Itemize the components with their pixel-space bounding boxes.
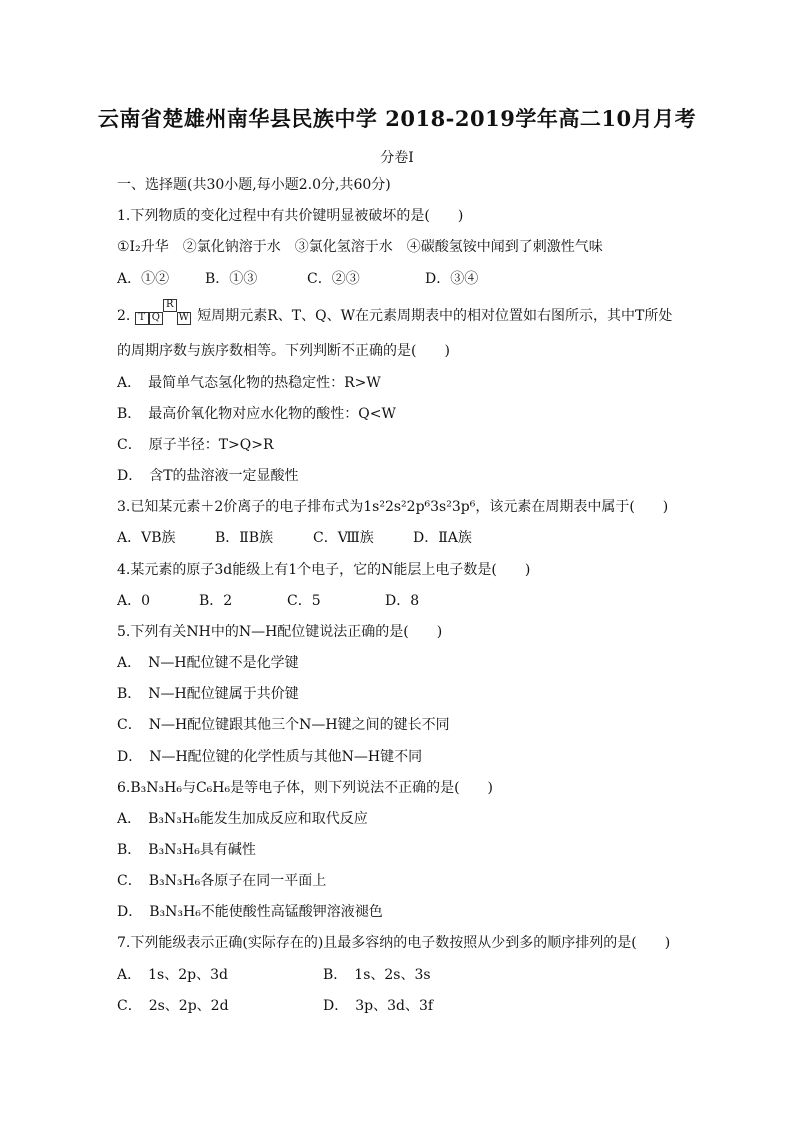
q4-stem: 4.某元素的原子3d能级上有1个电子，它的N能层上电子数是( ): [117, 562, 531, 578]
q7-option-c: C． 2s、2p、2d: [117, 998, 229, 1014]
q7-stem: 7.下列能级表示正确(实际存在的)且最多容纳的电子数按照从少到多的顺序排列的是( ): [117, 935, 671, 951]
q1-items: ①I₂升华 ②氯化钠溶于水 ③氯化氢溶于水 ④碳酸氢铵中闻到了刺激性气味: [117, 239, 603, 255]
q5-stem: 5.下列有关NH中的N—H配位键说法正确的是( ): [117, 624, 443, 640]
q6-option-a: A． B₃N₃H₆能发生加成反应和取代反应: [117, 811, 368, 827]
section-heading: 一、选择题(共30小题,每小题2.0分,共60分): [117, 177, 391, 193]
q4-option-b: B．2: [199, 593, 233, 609]
q2-option-d: D． 含T的盐溶液一定显酸性: [117, 468, 299, 484]
q7-option-b: B． 1s、2s、3s: [323, 967, 431, 983]
page-title: 云南省楚雄州南华县民族中学 2018-2019学年高二10月月考: [97, 106, 697, 131]
q1-option-d: D．③④: [425, 271, 479, 287]
q6-option-d: D． B₃N₃H₆不能使酸性高锰酸钾溶液褪色: [117, 904, 383, 920]
q3-option-b: B．ⅡB族: [215, 530, 274, 546]
q5-option-a: A． N—H配位键不是化学键: [117, 655, 299, 671]
q2-cell-r: R: [163, 299, 177, 312]
q2-cell-w: W: [178, 312, 189, 323]
q3-option-c: C．Ⅷ族: [313, 530, 374, 546]
q5-option-d: D． N—H配位键的化学性质与其他N—H键不同: [117, 749, 423, 765]
q2-stem-line1: [117, 299, 673, 325]
q2-cell-q: Q: [149, 312, 163, 325]
q2-stem-a: 短周期元素R、T、Q、W在元素周期表中的相对位置如右图所示，其中T所处: [197, 308, 673, 324]
page-subtitle: 分卷I: [380, 150, 414, 166]
q3-stem: 3.已知某元素＋2价离子的电子排布式为1s²2s²2p⁶3s²3p⁶，该元素在周期表中属于( ): [117, 499, 669, 515]
q6-stem: 6.B₃N₃H₆与C₆H₆是等电子体，则下列说法不正确的是( ): [117, 780, 494, 796]
q2-cell-t: T: [135, 312, 149, 325]
q2-option-b: B． 最高价氧化物对应水化物的酸性：Q<W: [117, 406, 396, 422]
q1-option-b: B．①③: [205, 271, 258, 287]
q2-number: 2.: [117, 308, 131, 324]
q5-option-c: C． N—H配位键跟其他三个N—H键之间的键长不同: [117, 717, 450, 733]
q7-option-d: D． 3p、3d、3f: [323, 998, 434, 1014]
q2-option-c: C． 原子半径：T>Q>R: [117, 437, 274, 453]
q3-option-a: A．ⅤB族: [117, 530, 176, 546]
q3-option-d: D．ⅡA族: [413, 530, 472, 546]
q5-option-b: B． N—H配位键属于共价键: [117, 686, 299, 702]
q4-option-c: C．5: [287, 593, 321, 609]
q2-stem-b: 的周期序数与族序数相等。下列判断不正确的是( ): [117, 343, 450, 359]
q7-option-a: A． 1s、2p、3d: [117, 967, 228, 983]
q1-option-a: A．①②: [117, 271, 170, 287]
q2-periodic-table-figure: [135, 299, 193, 325]
q1-option-c: C．②③: [307, 271, 360, 287]
q6-option-b: B． B₃N₃H₆具有碱性: [117, 842, 256, 858]
q1-stem: 1.下列物质的变化过程中有共价键明显被破坏的是( ): [117, 208, 464, 224]
q6-option-c: C． B₃N₃H₆各原子在同一平面上: [117, 873, 327, 889]
q4-option-a: A．0: [117, 593, 151, 609]
q4-option-d: D．8: [385, 593, 420, 609]
q2-option-a: A． 最简单气态氢化物的热稳定性：R>W: [117, 375, 381, 391]
